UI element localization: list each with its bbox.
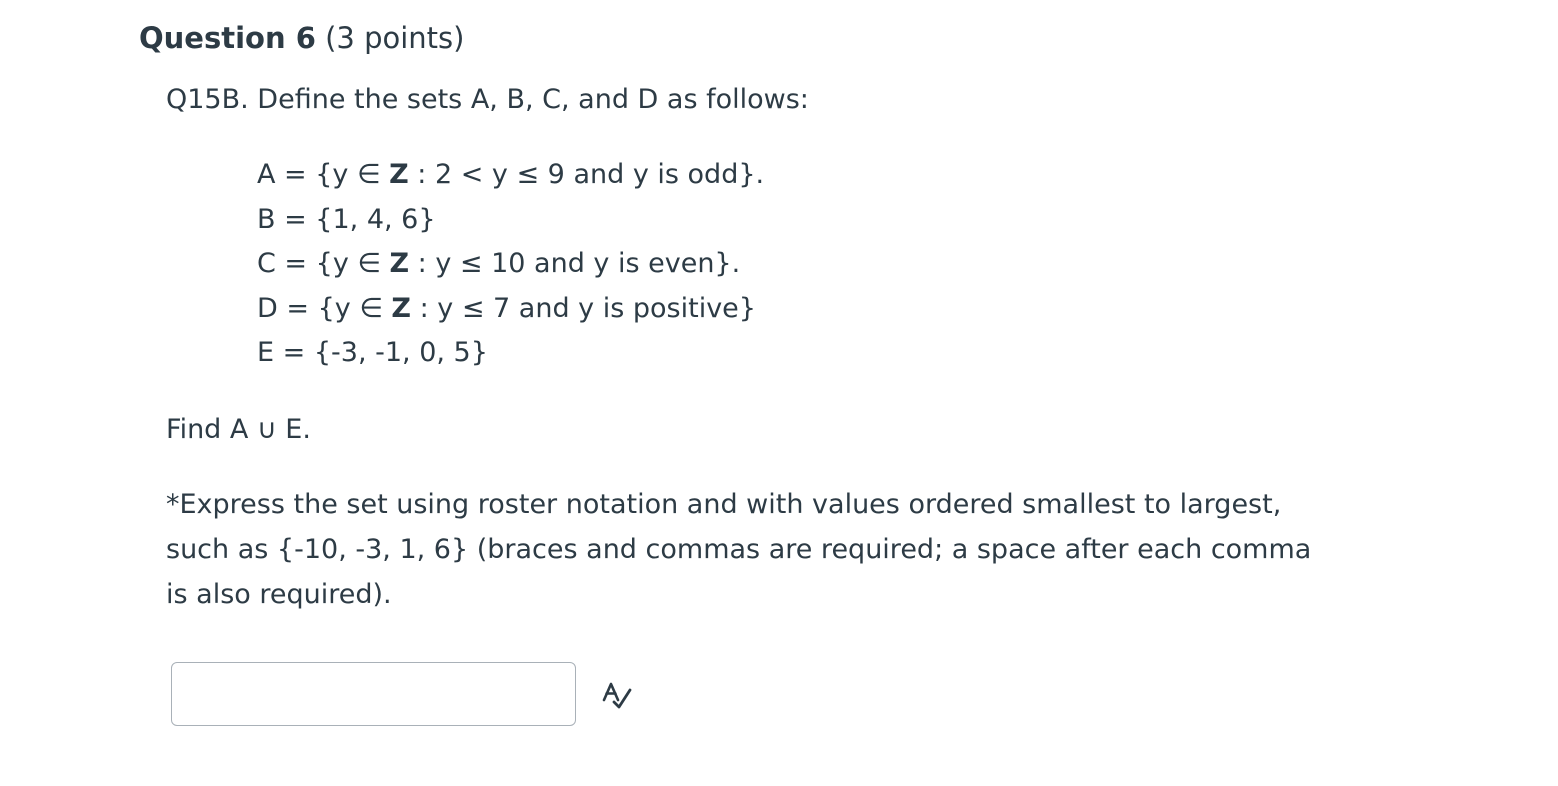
set-definition-e: E = {-3, -1, 0, 5} [257,337,488,368]
set-definition-c: C = {y ∈ Z : y ≤ 10 and y is even}. [257,248,741,279]
integers-symbol: Z [389,159,409,190]
answer-input[interactable] [171,662,576,726]
integers-symbol: Z [389,248,410,279]
question-header [139,18,464,58]
integers-symbol: Z [391,292,411,324]
answer-instructions: *Express the set using roster notation and with values ordered smallest to largest, such as {-10, -3, 1, 6} (braces and commas are required; a space after each comma is also required). [166,489,1312,610]
question-intro: Q15B. Define the sets A, B, C, and D as follows: [166,84,809,115]
set-definition-a: A = {y ∈ Z : 2 < y ≤ 9 and y is odd}. [257,159,765,190]
set-definition-d: D = {y ∈ Z : y ≤ 7 and y is positive} [257,292,756,324]
set-definition-b: B = {1, 4, 6} [257,203,436,235]
question-points: (3 points) [325,21,465,55]
question-prompt: Find A ∪ E. [166,414,311,445]
set-definitions [257,155,764,378]
spellcheck-icon[interactable] [600,678,634,712]
question-title: Question 6 [139,21,316,55]
